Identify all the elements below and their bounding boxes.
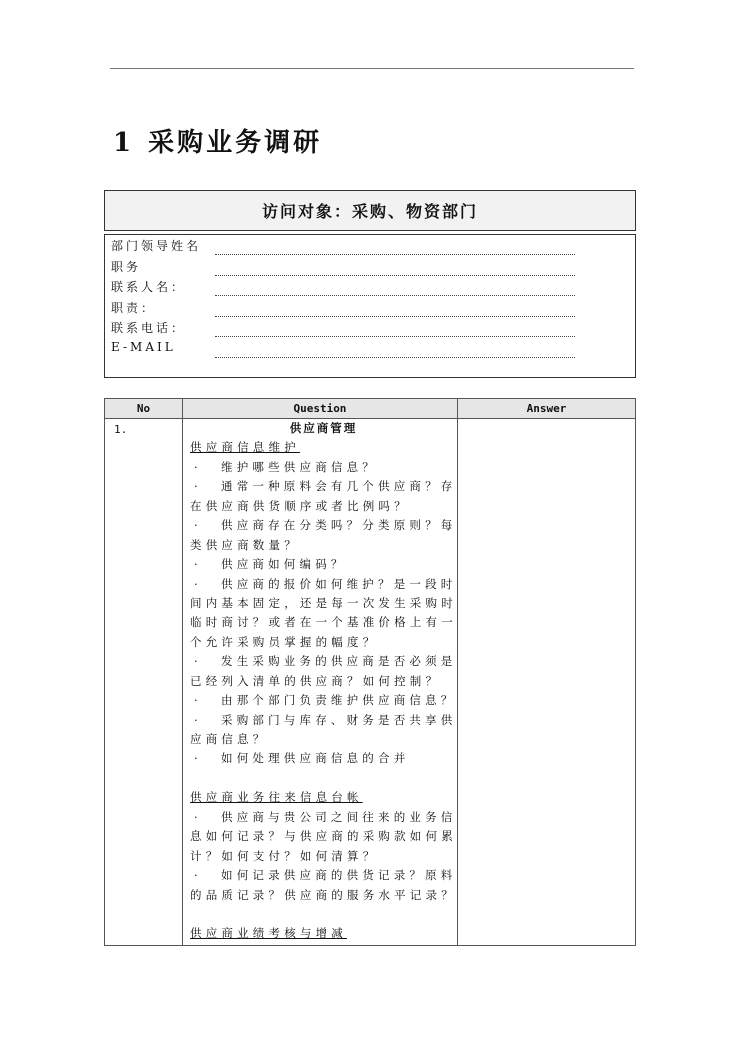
question-text: 应商信息？ — [190, 732, 269, 746]
question-text: 发生采购业务的供应商是否必须是 — [221, 654, 457, 669]
field-input-line[interactable] — [215, 275, 575, 276]
section-title-text: 采购业务调研 — [148, 128, 323, 158]
question-line-sub — [183, 438, 457, 457]
field-label: 联系人名： — [111, 280, 187, 294]
question-text: 供应商管理 — [289, 421, 358, 435]
header-rule — [110, 68, 634, 69]
question-text: 如何处理供应商信息的合并 — [221, 751, 410, 766]
question-line-bullet — [183, 652, 457, 671]
field-label: 联系电话： — [111, 321, 187, 335]
question-text: 计？如何支付？如何清算？ — [190, 848, 379, 863]
question-text: 供应商业务往来信息台帐 — [190, 790, 363, 805]
interview-target: 访问对象：采购、物资部门 — [261, 202, 478, 221]
question-line-bullet — [183, 808, 457, 827]
question-text: 供应商如何编码？ — [221, 557, 347, 572]
question-line-bullet — [183, 458, 457, 477]
question-line-cont — [183, 847, 457, 866]
question-line-sub — [183, 924, 457, 943]
bullet-icon: · — [194, 868, 198, 883]
question-text: 供应商的报价如何维护？是一段时 — [221, 576, 457, 591]
answer-cell[interactable] — [457, 419, 635, 946]
question-text: 的品质记录？供应商的服务水平记录？ — [190, 887, 457, 902]
question-line-bullet — [183, 749, 457, 768]
question-line-bullet — [183, 516, 457, 535]
question-text: 采购部门与库存、财务是否共享供 — [221, 712, 457, 727]
bullet-icon: · — [194, 576, 198, 591]
question-text: 在供应商供货顺序或者比例吗？ — [190, 498, 410, 513]
question-text: 维护哪些供应商信息？ — [221, 459, 378, 474]
question-line-blank — [183, 905, 457, 924]
question-line-bullet — [183, 866, 457, 885]
row-number: 1. — [105, 419, 183, 946]
field-input-line[interactable] — [215, 357, 575, 358]
field-label: E-MAIL — [111, 339, 176, 354]
question-line-cont — [183, 594, 457, 613]
question-line-sub — [183, 788, 457, 807]
bullet-icon: · — [194, 459, 198, 474]
contact-form-box — [104, 234, 636, 378]
question-line-cont — [183, 730, 457, 749]
question-text: 间内基本固定，还是每一次发生采购时 — [190, 595, 457, 610]
interview-target-box — [104, 190, 636, 231]
question-text: 由那个部门负责维护供应商信息？ — [221, 693, 457, 708]
field-label: 职务 — [111, 259, 142, 274]
question-line-cont — [183, 497, 457, 516]
header-answer: Answer — [457, 399, 635, 419]
question-line-cont — [183, 536, 457, 555]
bullet-icon: · — [194, 518, 198, 533]
question-text: 息如何记录？与供应商的采购款如何累 — [190, 829, 457, 844]
bullet-icon: · — [194, 712, 198, 727]
question-line-bullet — [183, 711, 457, 730]
bullet-icon: · — [194, 751, 198, 766]
question-text: 供应商信息维护 — [190, 440, 300, 455]
question-line-cont — [183, 827, 457, 846]
question-line-heading — [183, 419, 457, 438]
question-line-bullet — [183, 575, 457, 594]
field-input-line[interactable] — [215, 336, 575, 337]
section-number: 1 — [113, 128, 135, 158]
table-header-row — [105, 399, 636, 419]
question-text: 供应商与贵公司之间往来的业务信 — [221, 809, 457, 824]
question-line-blank — [183, 769, 457, 788]
question-text: 如何记录供应商的供货记录？原料 — [221, 868, 457, 883]
field-input-line[interactable] — [215, 295, 575, 296]
table-row — [105, 419, 636, 946]
bullet-icon: · — [194, 693, 198, 708]
question-line-cont — [183, 633, 457, 652]
field-input-line[interactable] — [215, 254, 575, 255]
question-line-cont — [183, 613, 457, 632]
bullet-icon: · — [194, 654, 198, 669]
field-input-line[interactable] — [215, 316, 575, 317]
question-text: 供应商存在分类吗？分类原则？每 — [221, 518, 457, 533]
question-text: 供应商业绩考核与增减 — [190, 926, 347, 941]
question-text: 通常一种原料会有几个供应商？存 — [221, 479, 457, 494]
field-label: 职责： — [111, 300, 157, 315]
question-line-bullet — [183, 555, 457, 574]
question-line-bullet — [183, 477, 457, 496]
header-question: Question — [183, 399, 458, 419]
question-text: 类供应商数量？ — [190, 537, 300, 552]
header-no: No — [105, 399, 183, 419]
question-line-cont — [183, 886, 457, 905]
question-line-cont — [183, 672, 457, 691]
question-table — [104, 398, 636, 946]
bullet-icon: · — [194, 809, 198, 824]
bullet-icon: · — [194, 479, 198, 494]
question-cell — [183, 419, 458, 946]
bullet-icon: · — [194, 557, 198, 572]
section-title — [113, 122, 322, 159]
question-text: 个允许采购员掌握的幅度？ — [190, 634, 379, 649]
field-label: 部门领导姓名 — [111, 239, 202, 253]
question-text: 临时商讨？或者在一个基准价格上有一 — [190, 615, 457, 630]
question-text: 已经列入清单的供应商？如何控制？ — [190, 673, 442, 688]
question-line-bullet — [183, 691, 457, 710]
